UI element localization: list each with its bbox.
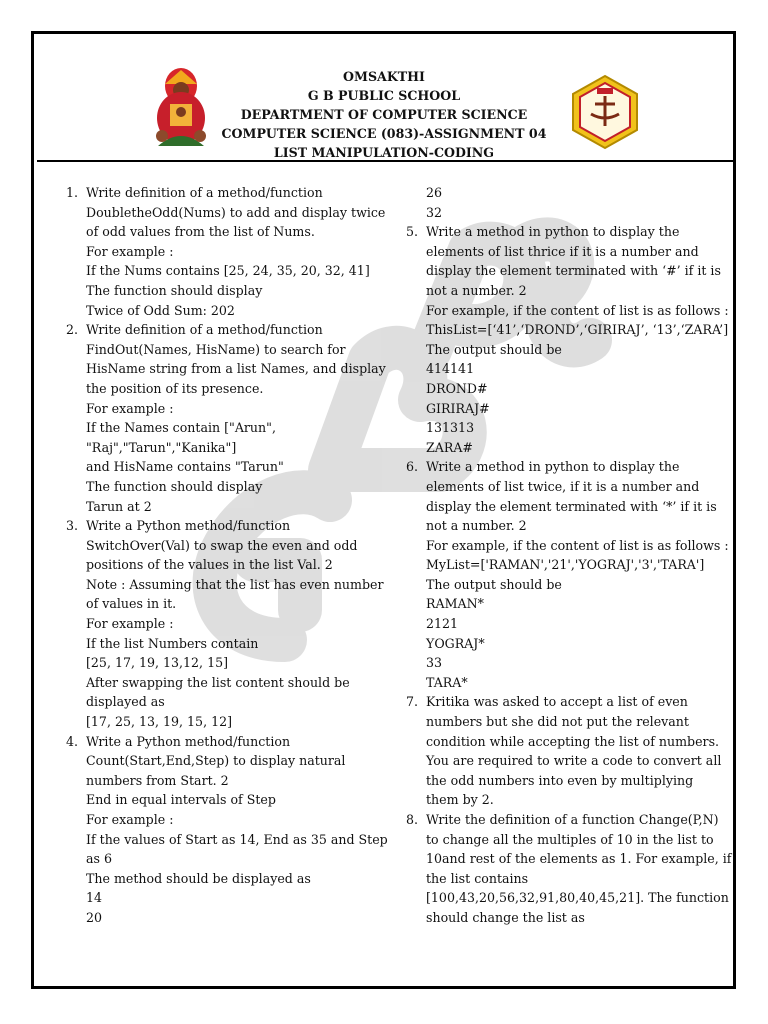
question-line: Write a method in python to display the [426,224,680,240]
question-line: Write the definition of a function Change(P,N) [426,812,719,827]
question-1 [52,183,386,320]
question-line: 32 [426,204,443,220]
question-line: positions of the values in the list Val. 2 [86,557,333,573]
question-line: Write a method in python to display the [426,459,680,475]
question-line: You are required to write a code to convert all [426,753,722,769]
question-line: 14 [86,890,103,906]
question-line: SwitchOver(Val) to swap the even and odd [86,537,358,553]
question-number: 8. [405,812,418,827]
question-line: The function should display [86,478,263,494]
question-line: For example : [86,243,174,259]
header-line-1: OMSAKTHI [343,69,425,84]
question-line: ThisList=[‘41’,‘DROND’,‘GIRIRAJ’, ‘13’,‘ZARA’] [426,322,729,338]
question-line: RAMAN* [426,596,484,612]
question-line: The method should be displayed as [86,870,311,886]
question-line: 2121 [426,616,459,632]
page-frame [31,31,736,989]
question-7 [392,692,732,810]
question-line: [100,43,20,56,32,91,80,40,45,21]. The function [426,890,729,906]
question-line: 414141 [426,361,475,377]
question-line: If the Names contain ["Arun", [86,420,276,436]
header-line-4: COMPUTER SCIENCE (083)-ASSIGNMENT 04 [221,126,547,141]
question-line: display the element terminated with ‘*’ if it is [426,498,717,514]
question-list-right [392,222,732,927]
question-line: and HisName contains "Tarun" [86,459,284,475]
question-number: 1. [65,185,78,200]
question-line: 20 [86,909,103,925]
question-number: 2. [65,322,78,338]
question-line: the odd numbers into even by multiplying [426,772,694,788]
question-line: "Raj","Tarun","Kanika"] [86,439,237,455]
question-number: 7. [405,694,418,710]
question-line: condition while accepting the list of numbers. [426,733,720,749]
header-line-3: DEPARTMENT OF COMPUTER SCIENCE [240,107,528,122]
question-line: DoubletheOdd(Nums) to add and display twice [86,204,386,220]
question-line: 10and rest of the elements as 1. For example, if [426,851,732,867]
question-line: display the element terminated with ‘#’ if it is [426,263,721,279]
question-number: 6. [405,459,418,475]
question-8 [392,810,732,928]
right-column [392,183,732,928]
question-line: YOGRAJ* [426,635,485,651]
question-line: Write definition of a method/function [86,185,323,200]
question-line: The function should display [86,282,263,298]
question-2 [52,320,386,516]
question-line: Write definition of a method/function [86,322,323,338]
question-line: Count(Start,End,Step) to display natural [86,753,346,769]
question-line: as 6 [86,851,112,867]
question-number: 3. [65,518,78,534]
question-line: For example, if the content of list is as follows : [426,302,729,318]
question-line: FindOut(Names, HisName) to search for [86,341,346,357]
question-line: the position of its presence. [86,380,264,396]
question-line: elements of list twice, if it is a number and [426,478,700,494]
question-line: DROND# [426,380,488,396]
question-line: Twice of Odd Sum: 202 [86,302,235,318]
question-line: Kritika was asked to accept a list of even [426,694,688,710]
question-line: If the values of Start as 14, End as 35 and Step [86,831,388,847]
question-line: Note : Assuming that the list has even number [86,576,384,592]
question-line: 33 [426,655,443,671]
question-line: If the list Numbers contain [86,635,259,651]
question-line: displayed as [86,694,165,710]
question-line: For example : [86,616,174,632]
question-list-left [52,183,388,928]
question-number: 4. [65,733,78,749]
question-line: For example : [86,400,174,416]
question-line: numbers but she did not put the relevant [426,714,689,730]
question-line: [17, 25, 13, 19, 15, 12] [86,714,233,730]
question-number: 5. [405,224,418,240]
question-line: HisName string from a list Names, and display [86,361,386,377]
question-3 [52,516,382,732]
question-line: After swapping the list content should be [86,674,350,690]
question-line: End in equal intervals of Step [86,792,276,808]
question-line: of odd values from the list of Nums. [86,224,315,240]
question-line: elements of list thrice if it is a number and [426,243,699,259]
question-line: If the Nums contains [25, 24, 35, 20, 32, 41] [86,263,370,279]
question-6 [392,457,732,692]
question-line: Write a Python method/function [86,733,291,749]
left-column [52,183,388,928]
question-line: ZARA# [426,439,473,455]
question-line: For example : [86,812,174,827]
header-titles [184,67,584,162]
question-line: not a number. 2 [426,282,527,298]
question-4-continuation [392,183,732,222]
question-line: not a number. 2 [426,518,527,534]
header-line-2: G B PUBLIC SCHOOL [307,88,461,103]
question-line: the list contains [426,870,529,886]
question-line: 131313 [426,420,475,436]
question-line: Tarun at 2 [86,498,152,514]
question-line: numbers from Start. 2 [86,772,229,788]
header-line-5: LIST MANIPULATION-CODING [273,145,495,160]
question-line: MyList=['RAMAN','21','YOGRAJ','3','TARA'] [426,557,705,573]
question-line: should change the list as [426,909,585,925]
question-4 [52,732,388,928]
question-line: [25, 17, 19, 13,12, 15] [86,655,229,671]
question-line: TARA* [426,674,468,690]
question-line: them by 2. [426,792,494,808]
question-line: 26 [426,185,443,200]
question-5 [392,222,732,457]
question-line: The output should be [426,341,562,357]
question-line: For example, if the content of list is as follows : [426,537,729,553]
question-line: The output should be [426,576,562,592]
question-line: of values in it. [86,596,177,612]
question-line: GIRIRAJ# [426,400,490,416]
question-line: to change all the multiples of 10 in the list to [426,831,714,847]
header-divider [37,160,736,162]
question-line: Write a Python method/function [86,518,291,534]
